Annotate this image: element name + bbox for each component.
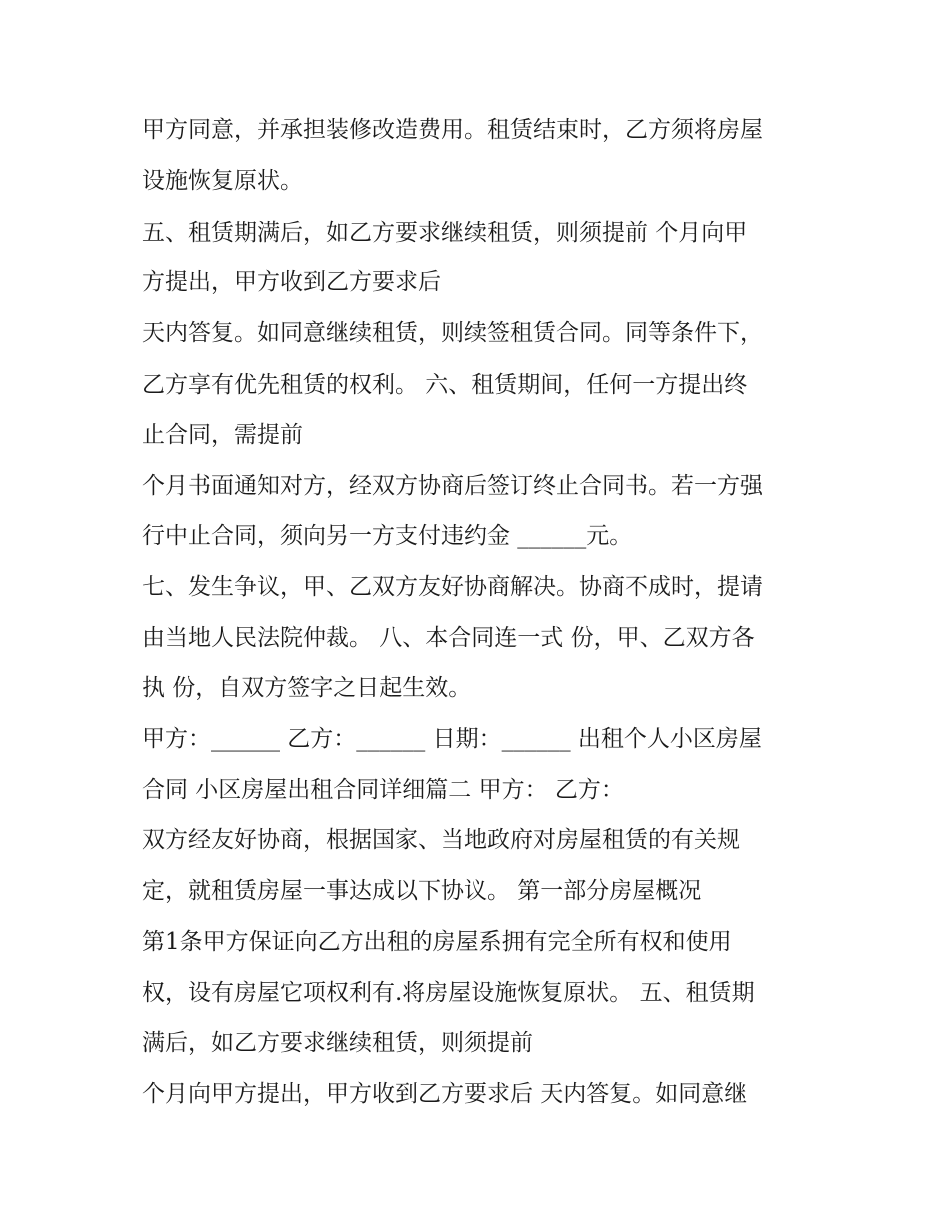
text-line: 第1条甲方保证向乙方出租的房屋系拥有完全所有权和使用 [142,929,732,955]
text-line: 定，就租赁房屋一事达成以下协议。 第一部分房屋概况 [142,878,702,904]
text-line: 个月书面通知对方，经双方协商后签订终止合同书。若一方强 [142,473,763,499]
text-line: 合同 小区房屋出租合同详细篇二 甲方： 乙方： [142,777,624,803]
text-line: 设施恢复原状。 [142,168,303,194]
text-line: 个月向甲方提出，甲方收到乙方要求后 天内答复。如同意继 [142,1081,748,1107]
text-line: 由当地人民法院仲裁。 八、本合同连一式 份，甲、乙双方各 [142,625,755,651]
text-line: 五、租赁期满后，如乙方要求继续租赁，则须提前 个月向甲 [142,220,748,246]
text-line: 天内答复。如同意继续租赁，则续签租赁合同。同等条件下， [142,320,763,346]
text-line: 乙方享有优先租赁的权利。 六、租赁期间，任何一方提出终 [142,372,748,398]
text-line: 甲方：______ 乙方：______ 日期：______ 出租个人小区房屋 [142,726,762,752]
text-line: 满后，如乙方要求继续租赁，则须提前 [142,1030,533,1056]
text-line: 方提出，甲方收到乙方要求后 [142,269,441,295]
text-line: 权，设有房屋它项权利有.将房屋设施恢复原状。 五、租赁期 [142,980,755,1006]
text-line: 七、发生争议，甲、乙双方友好协商解决。协商不成时，提请 [142,574,763,600]
text-line: 双方经友好协商，根据国家、当地政府对房屋租赁的有关规 [142,827,740,853]
text-line: 执 份，自双方签字之日起生效。 [142,675,472,701]
text-line: 甲方同意，并承担装修改造费用。租赁结束时，乙方须将房屋 [142,117,763,143]
text-line: 行中止合同，须向另一方支付违约金 ______元。 [142,523,633,549]
text-line: 止合同，需提前 [142,422,303,448]
